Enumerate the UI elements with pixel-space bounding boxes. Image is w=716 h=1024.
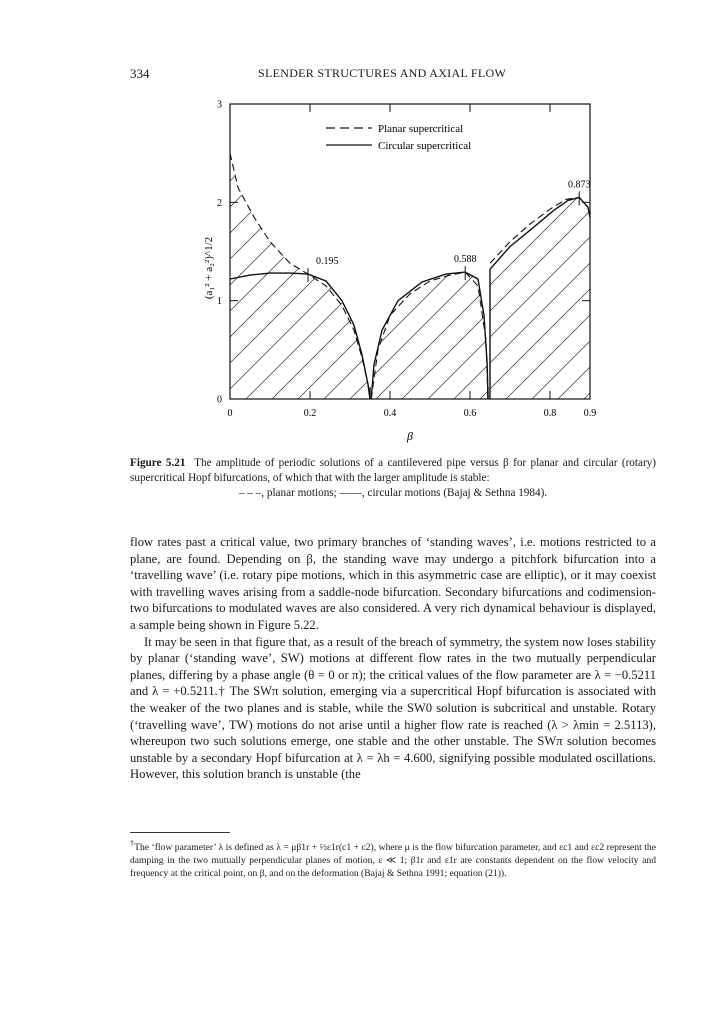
annotation-label: 0.195 — [316, 256, 339, 268]
x-tick-label: 0 — [227, 408, 233, 419]
paragraph: It may be seen in that figure that, as a result of the breach of symmetry, the system now loses stability by planar (‘standing wave’, SW) motions at different flow rates in the two mutually perpendicular planes, differing by a phase angle (θ = 0 or π); the critical values of the flow parameter are λ = −0.5211 and λ = +0.5211.† The SWπ solution, emerging via a supercritical Hopf bifurcation is associated with the weaker of the two planes and is stable, while the SW0 solution is subcritical and unstable. Rotary (‘travelling wave’, TW) motions do not arise until a higher flow rate is reached (λ > λmin = 2.5113), whereupon two such solutions emerge, one stable and the other unstable. The SWπ solution becomes unstable by a secondary Hopf bifurcation at λ = λh = 4.600, signifying possible modulated oscillations. However, this solution branch is unstable (the — [130, 634, 656, 782]
body-text — [130, 534, 656, 783]
series-line-circular — [371, 272, 488, 399]
x-tick-label: 0.4 — [383, 408, 397, 419]
amplitude-figure — [0, 0, 716, 456]
series-line-planar — [371, 272, 488, 399]
series-line-planar — [490, 197, 590, 263]
hatch-region — [0, 99, 716, 399]
x-axis-label: β — [407, 429, 413, 443]
series-layer — [230, 153, 590, 399]
caption-legend-line: – – –, planar motions; ——, circular motions (Bajaj & Sethna 1984). — [238, 487, 548, 499]
hatch-region — [0, 99, 716, 399]
legend-label: Circular supercritical — [378, 140, 472, 152]
footnote-text: The ‘flow parameter’ λ is defined as λ = μβ1r + ½ε1r(c1 + c2), where μ is the flow bifurcation parameter, and εc1 and εc2 represent the damping in the two mutually perpendicular planes of motion, ε ≪ 1; β1r and ε1r are constants dependent on the flow velocity and frequency at the critical point, on β, and on the deformation (Bajaj & Sethna 1991; equation (21)). — [130, 842, 656, 880]
caption-label: Figure 5.21 — [130, 457, 186, 469]
y-tick-label: 3 — [217, 99, 222, 111]
figure-caption — [130, 456, 656, 486]
series-line-circular — [230, 273, 370, 399]
x-tick-label: 0.9 — [583, 408, 597, 419]
annotations — [308, 179, 590, 282]
y-tick-label: 1 — [217, 296, 222, 308]
stable-region-hatching — [0, 99, 716, 399]
footnote-marker: † — [130, 839, 135, 848]
hatch-region — [0, 99, 716, 399]
paragraph: flow rates past a critical value, two primary branches of ‘standing waves’, i.e. motions restricted to a plane, are found. Depending on β, the standing wave may undergo a pitchfork bifurcation into a ‘travelling wave’ (i.e. rotary pipe motions, which in this asymmetric case are elliptic), or it may coexist with travelling waves arising from a saddle-node bifurcation. Secondary bifurcations and codimension-two bifurcations to modulated waves are also considered. A very rich dynamical behaviour is displayed, a sample being shown in Figure 5.22. — [130, 535, 656, 632]
footnote — [130, 837, 656, 880]
hatch-region — [0, 99, 716, 399]
series-line-circular — [490, 197, 590, 269]
annotation-label: 0.588 — [453, 254, 477, 266]
y-tick-label: 0 — [217, 394, 222, 406]
running-head: SLENDER STRUCTURES AND AXIAL FLOW — [258, 66, 507, 80]
x-tick-label: 0.2 — [303, 408, 317, 419]
x-tick-label: 0.8 — [543, 408, 557, 419]
annotation-label: 0.873 — [567, 179, 591, 191]
legend — [326, 123, 471, 152]
series-line-planar — [230, 153, 370, 399]
x-tick-label: 0.6 — [463, 408, 477, 419]
y-tick-label: 2 — [217, 197, 222, 209]
page-number: 334 — [130, 66, 150, 81]
y-axis-label: (a₁² + a₂²)^1/2 — [203, 236, 215, 300]
footnote-rule — [130, 832, 230, 833]
caption-text: The amplitude of periodic solutions of a cantilevered pipe versus β for planar and circular (rotary) supercritical Hopf bifurcations, of which that with the larger amplitude is stable: — [130, 457, 657, 484]
legend-label: Planar supercritical — [378, 123, 464, 135]
